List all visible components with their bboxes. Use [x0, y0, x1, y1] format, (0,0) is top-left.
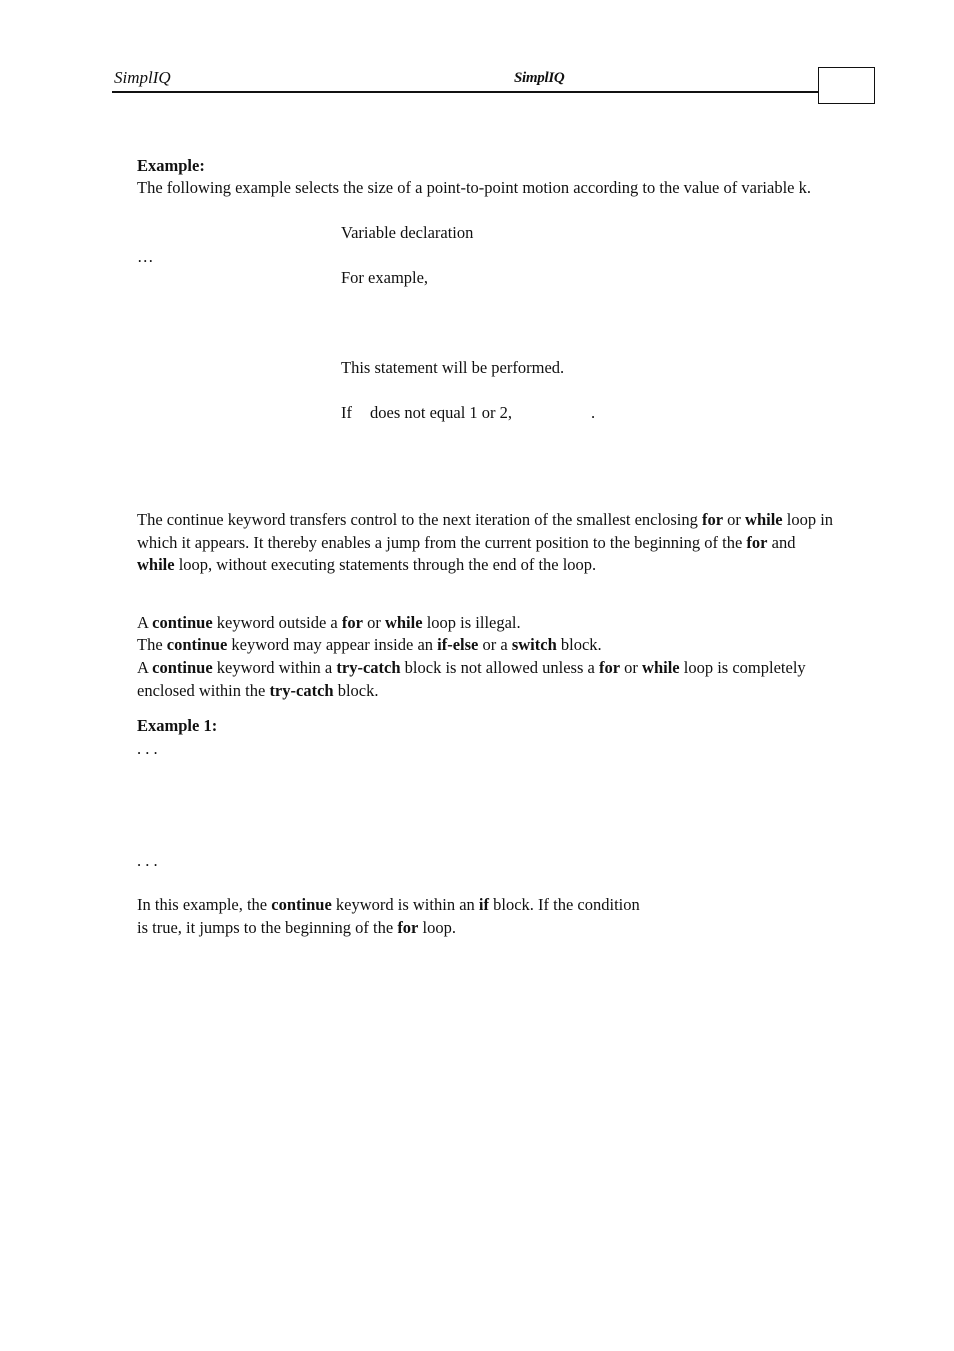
keyword-text: try-catch: [269, 680, 334, 700]
continue-description: [137, 509, 835, 577]
comment-if-prefix: If: [341, 403, 352, 422]
text-run: block.: [556, 635, 602, 654]
text-run: keyword outside a: [212, 613, 342, 632]
text-run: A: [137, 613, 153, 632]
keyword-text: for: [397, 918, 419, 937]
comment-for-example: For example,: [341, 268, 429, 287]
keyword-text: while: [384, 613, 423, 632]
closing-line-2: [137, 917, 837, 940]
text-run: A: [137, 658, 153, 677]
text-run: or: [362, 613, 385, 632]
text-run: The: [137, 635, 167, 654]
continue-rule-outside-loop: [137, 612, 837, 635]
text-run: loop is illegal.: [422, 613, 521, 632]
keyword-text: while: [137, 555, 175, 574]
header-rule: [112, 91, 819, 93]
text-run: keyword is within an: [331, 895, 479, 914]
continue-rule-if-else: [137, 634, 837, 657]
text-run: block.: [333, 680, 379, 700]
comment-variable-declaration: Variable declaration: [341, 223, 474, 242]
header-left-title: SimplIQ: [114, 68, 171, 87]
code-dots-top: . . .: [137, 739, 158, 758]
text-run: is true, it jumps to the beginning of the: [137, 918, 398, 937]
keyword-text: switch: [511, 635, 557, 654]
continue-rule-try-catch: [137, 657, 827, 702]
text-run: loop.: [418, 918, 456, 937]
text-run: loop in which it appears. It thereby enables a jump from the current position to the beginning of the: [137, 510, 834, 552]
keyword-text: try-catch: [336, 658, 401, 677]
text-run: The continue keyword transfers control to the next iteration of the smallest enclosing: [137, 510, 702, 529]
text-run: block. If the condition: [488, 895, 640, 914]
keyword-text: for: [341, 613, 363, 632]
text-run: keyword may appear inside an: [227, 635, 438, 654]
text-run: In this example, the: [137, 895, 272, 914]
keyword-text: continue: [166, 635, 228, 654]
text-run: loop, without executing statements through the end of the loop.: [174, 555, 597, 574]
text-run: keyword within a: [212, 658, 337, 677]
header-center-title: SimplIQ: [514, 70, 565, 86]
keyword-text: for: [598, 658, 621, 677]
text-run: block is not allowed unless a: [400, 658, 599, 677]
example-heading: Example:: [137, 156, 205, 175]
comment-period: .: [591, 403, 596, 422]
keyword-text: if: [478, 895, 489, 914]
keyword-text: while: [745, 510, 783, 529]
keyword-text: continue: [152, 658, 213, 677]
keyword-text: for: [746, 532, 768, 552]
page-number-box: [818, 67, 875, 104]
keyword-text: while: [642, 658, 680, 677]
text-run: or: [620, 658, 643, 677]
text-run: loop is completely enclosed within the: [137, 658, 806, 700]
closing-line-1: [137, 894, 837, 917]
keyword-text: continue: [271, 895, 332, 914]
example-intro: The following example selects the size of a point-to-point motion according to the value of variable k.: [137, 178, 812, 197]
comment-statement-performed: This statement will be performed.: [341, 358, 565, 377]
keyword-text: continue: [152, 613, 213, 632]
ellipsis: …: [137, 247, 154, 266]
text-run: and: [767, 532, 796, 552]
code-dots-bottom: . . .: [137, 851, 158, 870]
text-run: or: [723, 510, 746, 529]
keyword-text: if-else: [437, 635, 479, 654]
example1-heading: Example 1:: [137, 716, 218, 735]
keyword-text: for: [701, 510, 724, 529]
text-run: or a: [478, 635, 512, 654]
comment-if-rest: does not equal 1 or 2,: [370, 403, 513, 422]
